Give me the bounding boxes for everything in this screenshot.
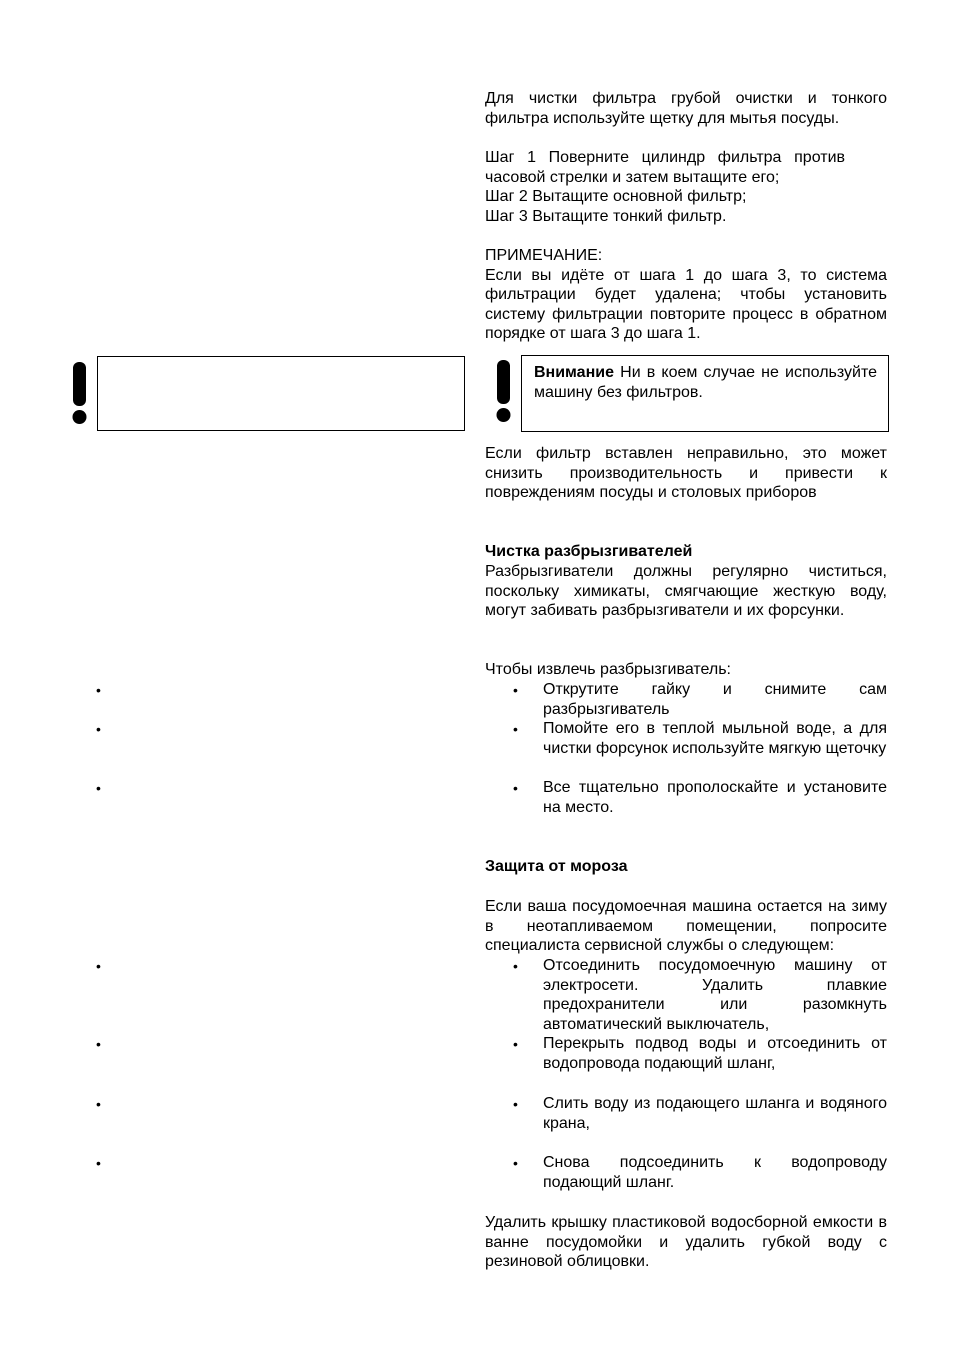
bullet: • [96, 1096, 101, 1112]
filter-wrong-paragraph: Если фильтр вставлен неправильно, это может снизить производительность и привести к повреждениям посуды и столовых приборов [485, 445, 887, 502]
step-1: Шаг 1 Поверните цилиндр фильтра против часовой стрелки и затем вытащите его; [485, 149, 845, 186]
frost-final: Удалить крышку пластиковой водосборной емкости в ванне посудомойки и удалить губкой воду с резиновой облицовки. [485, 1214, 887, 1271]
bullet: • [513, 682, 518, 698]
bullet: • [96, 1155, 101, 1171]
spray-heading: Чистка разбрызгивателей [485, 543, 693, 560]
frost-heading: Защита от мороза [485, 858, 628, 875]
bullet: • [96, 682, 101, 698]
frost-item-1: Отсоединить посудомоечную машину от электросети. Удалить плавкие предохранители или разомкнуть автоматический выключатель, [543, 957, 887, 1033]
spray-item-2: Помойте его в теплой мыльной воде, а для чистки форсунок используйте мягкую щеточку [543, 720, 887, 757]
bullet: • [96, 1036, 101, 1052]
warning-text: Ни в коем случае не используйте машину без фильтров. [534, 364, 878, 401]
warning-text-block [534, 363, 877, 403]
bullet: • [96, 721, 101, 737]
warning-label: Внимание [534, 364, 614, 381]
frost-text: Если ваша посудомоечная машина остается на зиму в неотапливаемом помещении, попросите специалиста сервисной службы о следующем: [485, 898, 887, 955]
frost-item-2: Перекрыть подвод воды и отсоединить от водопровода подающий шланг, [543, 1035, 887, 1072]
exclamation-icon [494, 358, 514, 424]
bullet: • [513, 1036, 518, 1052]
bullet: • [513, 1155, 518, 1171]
bullet: • [96, 958, 101, 974]
note [485, 246, 887, 344]
bullet: • [513, 721, 518, 737]
step-2: Шаг 2 Вытащите основной фильтр; [485, 188, 747, 206]
exclamation-icon [70, 360, 90, 426]
frost-item-3: Слить воду из подающего шланга и водяного крана, [543, 1095, 887, 1132]
bullet: • [513, 780, 518, 796]
frost-item-4: Снова подсоединить к водопроводу подающий шланг. [543, 1154, 887, 1191]
empty-warning-box [97, 356, 465, 431]
note-text: Если вы идёте от шага 1 до шага 3, то система фильтрации будет удалена; чтобы установить систему фильтрации повторите процесс в обратном порядке от шага 3 до шага 1. [485, 266, 887, 343]
intro-paragraph: Для чистки фильтра грубой очистки и тонкого фильтра используйте щетку для мытья посуды. [485, 90, 887, 127]
bullet: • [96, 780, 101, 796]
steps-list [485, 148, 887, 226]
spray-item-1: Открутите гайку и снимите сам разбрызгиватель [543, 681, 887, 718]
warning-box [521, 355, 889, 432]
bullet: • [513, 958, 518, 974]
note-label: ПРИМЕЧАНИЕ: [485, 247, 603, 264]
step-3: Шаг 3 Вытащите тонкий фильтр. [485, 207, 727, 225]
spray-item-3: Все тщательно прополоскайте и установите на место. [543, 779, 887, 816]
bullet: • [513, 1096, 518, 1112]
spray-text: Разбрызгиватели должны регулярно чиститься, поскольку химикаты, смягчающие жесткую воду, могут забивать разбрызгиватели и их форсунки. [485, 563, 887, 620]
spray-remove-intro: Чтобы извлечь разбрызгиватель: [485, 661, 731, 678]
